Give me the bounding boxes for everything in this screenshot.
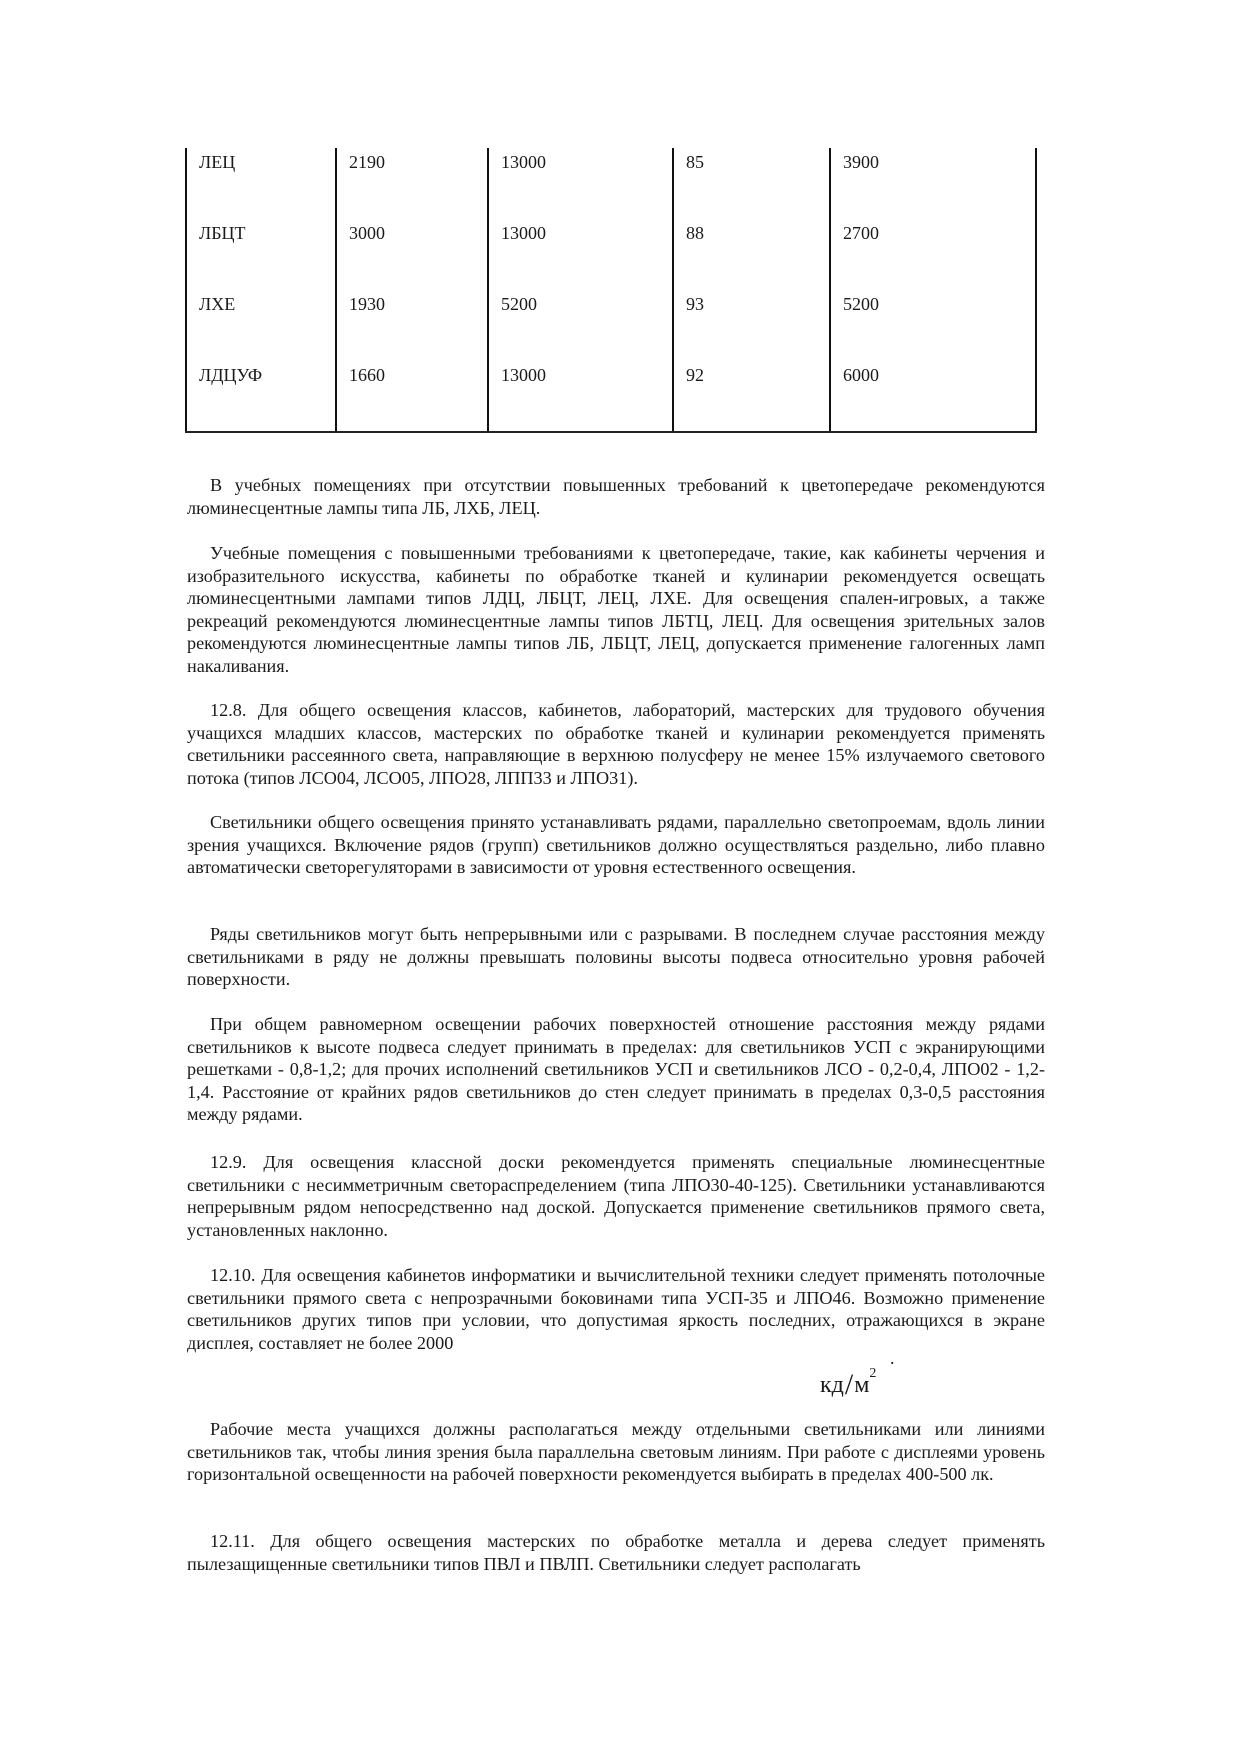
table-cell: 13000 (488, 148, 673, 219)
table-cell: 3000 (336, 219, 488, 290)
paragraph-12-8: 12.8. Для общего освещения классов, кабинетов, лабораторий, мастерских для трудового обучения учащихся младших классов, мастерских по обработке тканей и кулинарии рекомендуется применять светильники рассеянного света, направляющие в верхнюю полусферу не менее 15% излучаемого светового потока (типов ЛСО04, ЛСО05, ЛПО28, ЛПП33 и ЛПО31). (187, 700, 1045, 788)
table-cell: 85 (673, 148, 830, 219)
paragraph-color-rendering-high: Учебные помещения с повышенными требованиями к цветопередаче, такие, как кабинеты черчения и изобразительного искусства, кабинеты по обработке тканей и кулинарии рекомендуется освещать люминесцентными лампами типов ЛДЦ, ЛБЦТ, ЛЕЦ, ЛХЕ. Для освещения спален-игровых, а также рекреаций рекомендуются люминесцентные лампы типов ЛБТЦ, ЛЕЦ. Для освещения зрительных залов рекомендуются люминесцентные лампы типов ЛБ, ЛБЦТ, ЛЕЦ, допускается применение галогенных ламп накаливания. (187, 543, 1045, 676)
table-cell: 6000 (830, 361, 1036, 432)
paragraph-workplaces: Рабочие места учащихся должны располагаться между отдельными светильниками или линиями светильников так, чтобы линия зрения была параллельна световым линиям. При работе с дисплеями уровень горизонтальной освещенности на рабочей поверхности рекомендуется выбирать в пределах 400-500 лк. (187, 1419, 1045, 1485)
table-row (186, 290, 1036, 361)
table-row (186, 361, 1036, 432)
table-cell: 3900 (830, 148, 1036, 219)
table-cell: 93 (673, 290, 830, 361)
table-cell: 1660 (336, 361, 488, 432)
table-cell: 13000 (488, 219, 673, 290)
unit-denominator: м (854, 1372, 870, 1398)
table-cell: 2190 (336, 148, 488, 219)
formula-trailing-dot: . (890, 1348, 895, 1368)
table-cell: 92 (673, 361, 830, 432)
paragraph-luminaire-rows: Светильники общего освещения принято устанавливать рядами, параллельно светопроемам, вдоль линии зрения учащихся. Включение рядов (групп) светильников должно осуществляться раздельно, либо плавно автоматически светорегуляторами в зависимости от уровня естественного освещения. (187, 812, 1045, 878)
table-row (186, 219, 1036, 290)
table-cell: 1930 (336, 290, 488, 361)
table-row (186, 148, 1036, 219)
unit-slash: / (844, 1368, 854, 1401)
table-cell-lamp-type: ЛХЕ (186, 290, 336, 361)
table-cell: 88 (673, 219, 830, 290)
table-cell-lamp-type: ЛЕЦ (186, 148, 336, 219)
lamp-characteristics-table (185, 148, 1037, 433)
paragraph-row-gaps: Ряды светильников могут быть непрерывными или с разрывами. В последнем случае расстояния между светильниками в ряду не должны превышать половины высоты подвеса относительно уровня рабочей поверхности. (187, 924, 1045, 990)
table-cell: 5200 (488, 290, 673, 361)
paragraph-12-9: 12.9. Для освещения классной доски рекомендуется применять специальные люминесцентные светильники с несимметричным светораспределением (типа ЛПО30-40-125). Светильники устанавливаются непрерывным рядом непосредственно над доской. Допускается применение светильников прямого света, установленных наклонно. (187, 1152, 1045, 1240)
paragraph-12-11: 12.11. Для общего освещения мастерских по обработке металла и дерева следует применять пылезащищенные светильники типов ПВЛ и ПВЛП. Светильники следует располагать (187, 1531, 1045, 1574)
table-cell: 2700 (830, 219, 1036, 290)
table-cell: 5200 (830, 290, 1036, 361)
table-cell-lamp-type: ЛДЦУФ (186, 361, 336, 432)
table-cell: 13000 (488, 361, 673, 432)
paragraph-12-10: 12.10. Для освещения кабинетов информатики и вычислительной техники следует применять потолочные светильники прямого света с непрозрачными боковинами типа УСП-35 и ЛПО46. Возможно применение светильников других типов при условии, что допустимая яркость последних, отражающихся в экране дисплея, составляет не более 2000 (187, 1265, 1045, 1353)
unit-numerator: кд (820, 1372, 844, 1398)
unit-exponent: 2 (869, 1366, 877, 1381)
luminance-unit-formula (820, 1366, 877, 1401)
paragraph-color-rendering-basic: В учебных помещениях при отсутствии повышенных требований к цветопередаче рекомендуются люминесцентные лампы типа ЛБ, ЛХБ, ЛЕЦ. (187, 475, 1045, 518)
table-cell-lamp-type: ЛБЦТ (186, 219, 336, 290)
paragraph-row-spacing: При общем равномерном освещении рабочих поверхностей отношение расстояния между рядами светильников к высоте подвеса следует принимать в пределах: для светильников УСП с экранирующими решетками - 0,8-1,2; для прочих исполнений светильников УСП и светильников ЛСО - 0,2-0,4, ЛПО02 - 1,2-1,4. Расстояние от крайних рядов светильников до стен следует принимать в пределах 0,3-0,5 расстояния между рядами. (187, 1014, 1045, 1125)
